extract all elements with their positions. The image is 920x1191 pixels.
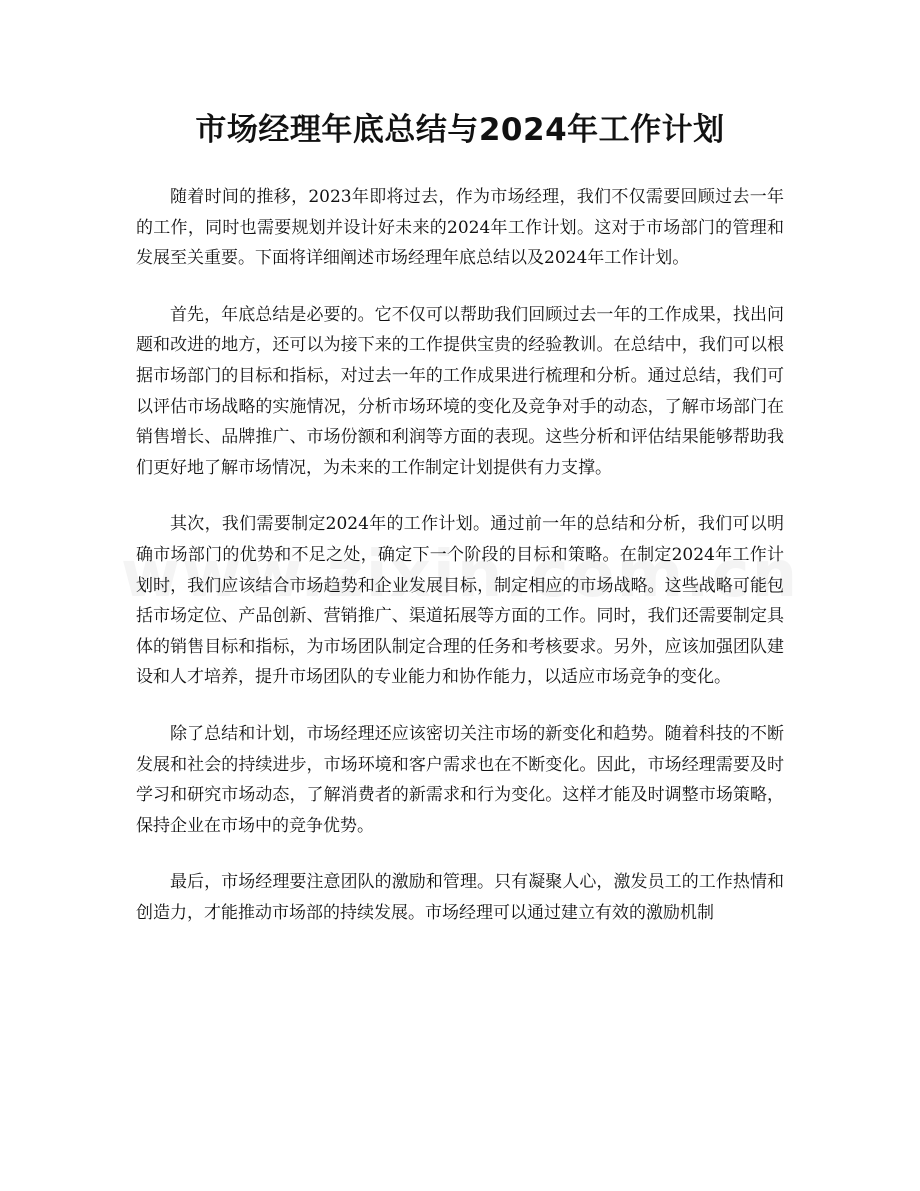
document-title: 市场经理年底总结与2024年工作计划 xyxy=(195,112,725,148)
paragraph-team-management: 最后，市场经理要注意团队的激励和管理。只有凝聚人心，激发员工的工作热情和创造力，才能推动市场部的持续发展。市场经理可以通过建立有效的激励机制 xyxy=(136,872,784,923)
paragraph-year-end-summary: 首先，年底总结是必要的。它不仅可以帮助我们回顾过去一年的工作成果，找出问题和改进的地方，还可以为接下来的工作提供宝贵的经验教训。在总结中，我们可以根据市场部门的目标和指标，对过去一年的工作成果进行梳理和分析。通过总结，我们可以评估市场战略的实施情况，分析市场环境的变化及竞争对手的动态，了解市场部门在销售增长、品牌推广、市场份额和利润等方面的表现。这些分析和评估结果能够帮助我们更好地了解市场情况，为未来的工作制定计划提供有力支撑。 xyxy=(136,304,784,478)
paragraph-intro: 随着时间的推移，2023年即将过去，作为市场经理，我们不仅需要回顾过去一年的工作，同时也需要规划并设计好未来的2024年工作计划。这对于市场部门的管理和发展至关重要。下面将详细阐述市场经理年底总结以及2024年工作计划。 xyxy=(136,187,784,269)
paragraph-market-trends: 除了总结和计划，市场经理还应该密切关注市场的新变化和趋势。随着科技的不断发展和社会的持续进步，市场环境和客户需求也在不断变化。因此，市场经理需要及时学习和研究市场动态，了解消费者的新需求和行为变化。这样才能及时调整市场策略，保持企业在市场中的竞争优势。 xyxy=(136,723,784,836)
paragraph-work-plan: 其次，我们需要制定2024年的工作计划。通过前一年的总结和分析，我们可以明确市场部门的优势和不足之处，确定下一个阶段的目标和策略。在制定2024年工作计划时，我们应该结合市场趋势和企业发展目标，制定相应的市场战略。这些战略可能包括市场定位、产品创新、营销推广、渠道拓展等方面的工作。同时，我们还需要制定具体的销售目标和指标，为市场团队制定合理的任务和考核要求。另外，应该加强团队建设和人才培养，提升市场团队的专业能力和协作能力，以适应市场竞争的变化。 xyxy=(136,514,784,688)
document-body xyxy=(136,182,784,954)
